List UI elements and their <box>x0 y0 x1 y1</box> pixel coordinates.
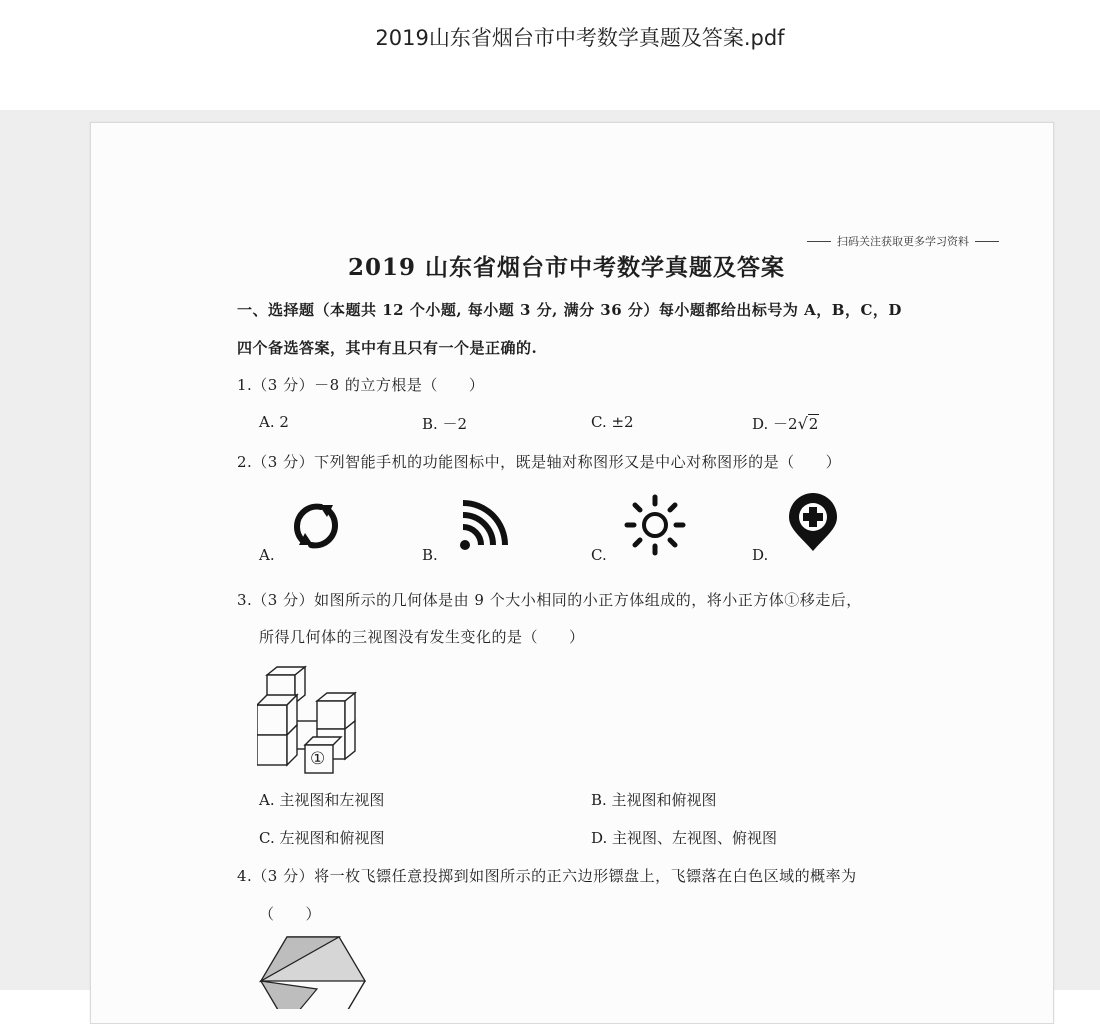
q3-option-a: A. 主视图和左视图 <box>259 791 385 809</box>
q3-stem-line1: 3.（3 分）如图所示的几何体是由 9 个大小相同的小正方体组成的，将小正方体①移走后， <box>237 591 862 609</box>
header-rule-left <box>807 241 831 242</box>
q1-option-b: B. －2 <box>422 415 468 433</box>
q3-cube-figure <box>257 663 369 785</box>
header-rule-right <box>975 241 999 242</box>
header-note-text: 扫码关注获取更多学习资料 <box>837 235 969 248</box>
q1-option-d-text: D. －2 <box>752 415 798 433</box>
q1-option-d <box>752 413 819 434</box>
q4-hexagon-figure <box>257 929 369 1013</box>
wifi-signal-icon <box>453 493 517 557</box>
brightness-sun-icon <box>623 493 687 557</box>
q1-option-c: C. ±2 <box>591 413 634 431</box>
title-bar <box>0 0 1100 110</box>
section1-line2: 四个备选答案，其中有且只有一个是正确的. <box>237 339 538 357</box>
q3-cube-mark: ① <box>310 749 326 769</box>
pdf-page <box>90 122 1054 1024</box>
location-plus-icon <box>781 491 845 555</box>
rotate-icon <box>283 493 347 557</box>
q2-label-d: D. <box>752 546 769 564</box>
pdf-viewer[interactable] <box>0 110 1100 990</box>
section1-line1: 一、选择题（本题共 12 个小题, 每小题 3 分, 满分 36 分）每小题都给出标号为 A，B，C，D <box>237 301 902 319</box>
exam-title: 2019 山东省烟台市中考数学真题及答案 <box>348 254 786 281</box>
q2-label-b: B. <box>422 546 438 564</box>
q3-option-c: C. 左视图和俯视图 <box>259 829 385 847</box>
sqrt-sign: √ <box>797 414 808 433</box>
q3-stem-line2: 所得几何体的三视图没有发生变化的是（ ） <box>259 628 585 646</box>
q4-stem-line1: 4.（3 分）将一枚飞镖任意投掷到如图所示的正六边形镖盘上，飞镖落在白色区域的概率为 <box>237 867 857 885</box>
q3-option-b: B. 主视图和俯视图 <box>591 791 717 809</box>
q1-stem: 1.（3 分）－8 的立方根是（ ） <box>237 376 485 394</box>
q2-label-a: A. <box>259 546 275 564</box>
header-note <box>807 233 999 249</box>
q1-option-a: A. 2 <box>259 413 289 431</box>
q2-label-c: C. <box>591 546 607 564</box>
q4-stem-line2: （ ） <box>259 905 322 923</box>
sqrt-radicand: 2 <box>808 415 819 433</box>
q2-stem: 2.（3 分）下列智能手机的功能图标中，既是轴对称图形又是中心对称图形的是（ ） <box>237 453 842 471</box>
document-title: 2019山东省烟台市中考数学真题及答案.pdf <box>375 26 785 50</box>
q3-option-d: D. 主视图、左视图、俯视图 <box>591 829 778 847</box>
